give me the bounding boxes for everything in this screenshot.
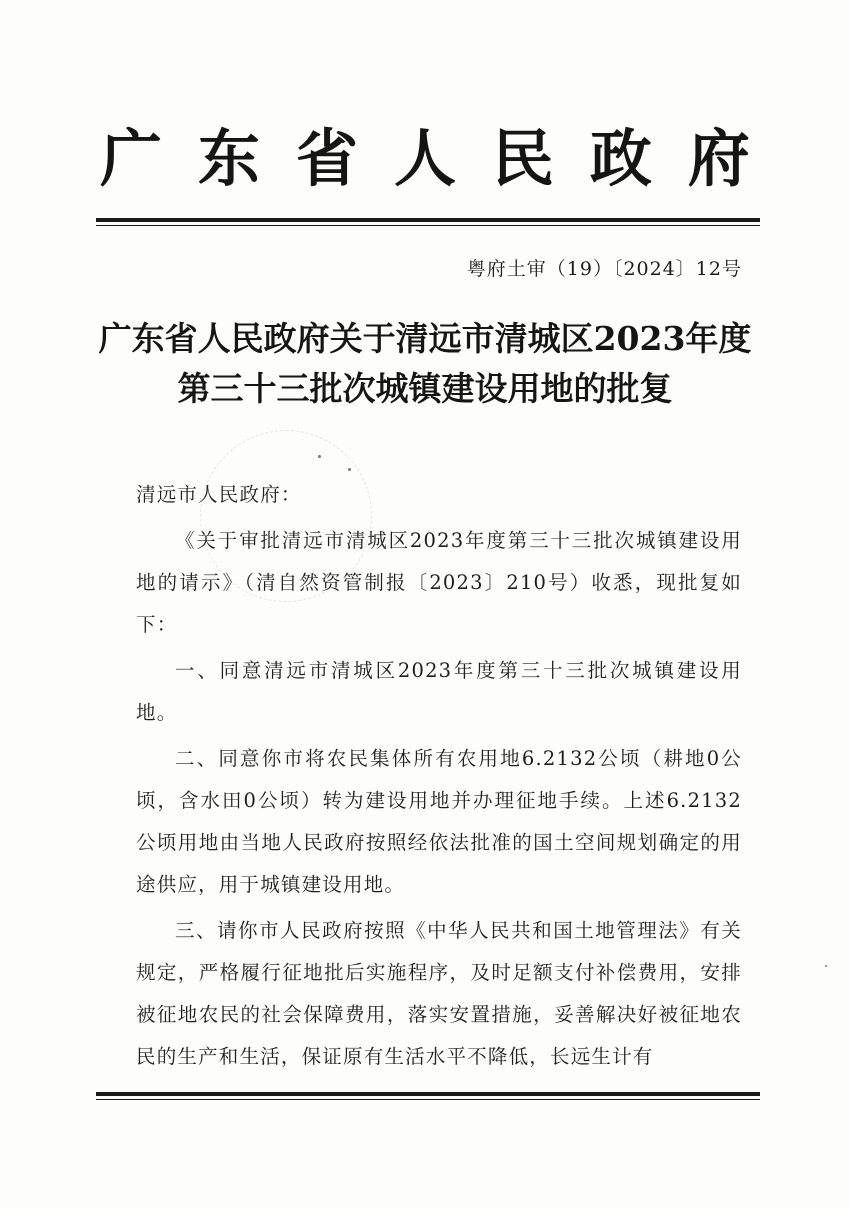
scan-speck [318,455,321,458]
title-line-1: 广东省人民政府关于清远市清城区2023年度 [98,319,752,358]
masthead-char: 省 [295,122,358,195]
masthead-char: 府 [687,122,750,195]
document-title [90,314,760,414]
scan-speck [348,468,351,471]
footer-divider [96,1092,760,1100]
masthead-char: 广 [100,122,163,195]
scan-speck [825,965,827,967]
masthead-char: 政 [589,122,652,195]
paragraph-request: 《关于审批清远市清城区2023年度第三十三批次城镇建设用地的请示》（清自然资管制报〔2023〕210号）收悉，现批复如下： [136,529,742,636]
addressee: 清远市人民政府： [136,483,302,506]
masthead-char: 东 [197,122,260,195]
masthead-char: 人 [393,122,456,195]
paragraph-item-3: 三、请你市人民政府按照《中华人民共和国土地管理法》有关规定，严格履行征地批后实施程序，及时足额支付补偿费用，安排被征地农民的社会保障费用，落实安置措施，妥善解决好被征地农民的生产和生活，保证原有生活水平不降低，长远生计有 [136,919,742,1068]
paragraph-item-1: 一、同意清远市清城区2023年度第三十三批次城镇建设用地。 [136,659,742,724]
masthead-issuer [100,122,750,195]
title-line-2: 第三十三批次城镇建设用地的批复 [177,369,673,408]
document-body [136,474,742,1078]
document-number: 粤府土审（19）〔2024〕12号 [466,258,742,280]
header-divider [96,218,760,226]
masthead-char: 民 [491,122,554,195]
paragraph-item-2: 二、同意你市将农民集体所有农用地6.2132公顷（耕地0公顷，含水田0公顷）转为建设用地并办理征地手续。上述6.2132公顷用地由当地人民政府按照经依法批准的国土空间规划确定的用途供应，用于城镇建设用地。 [136,747,742,896]
